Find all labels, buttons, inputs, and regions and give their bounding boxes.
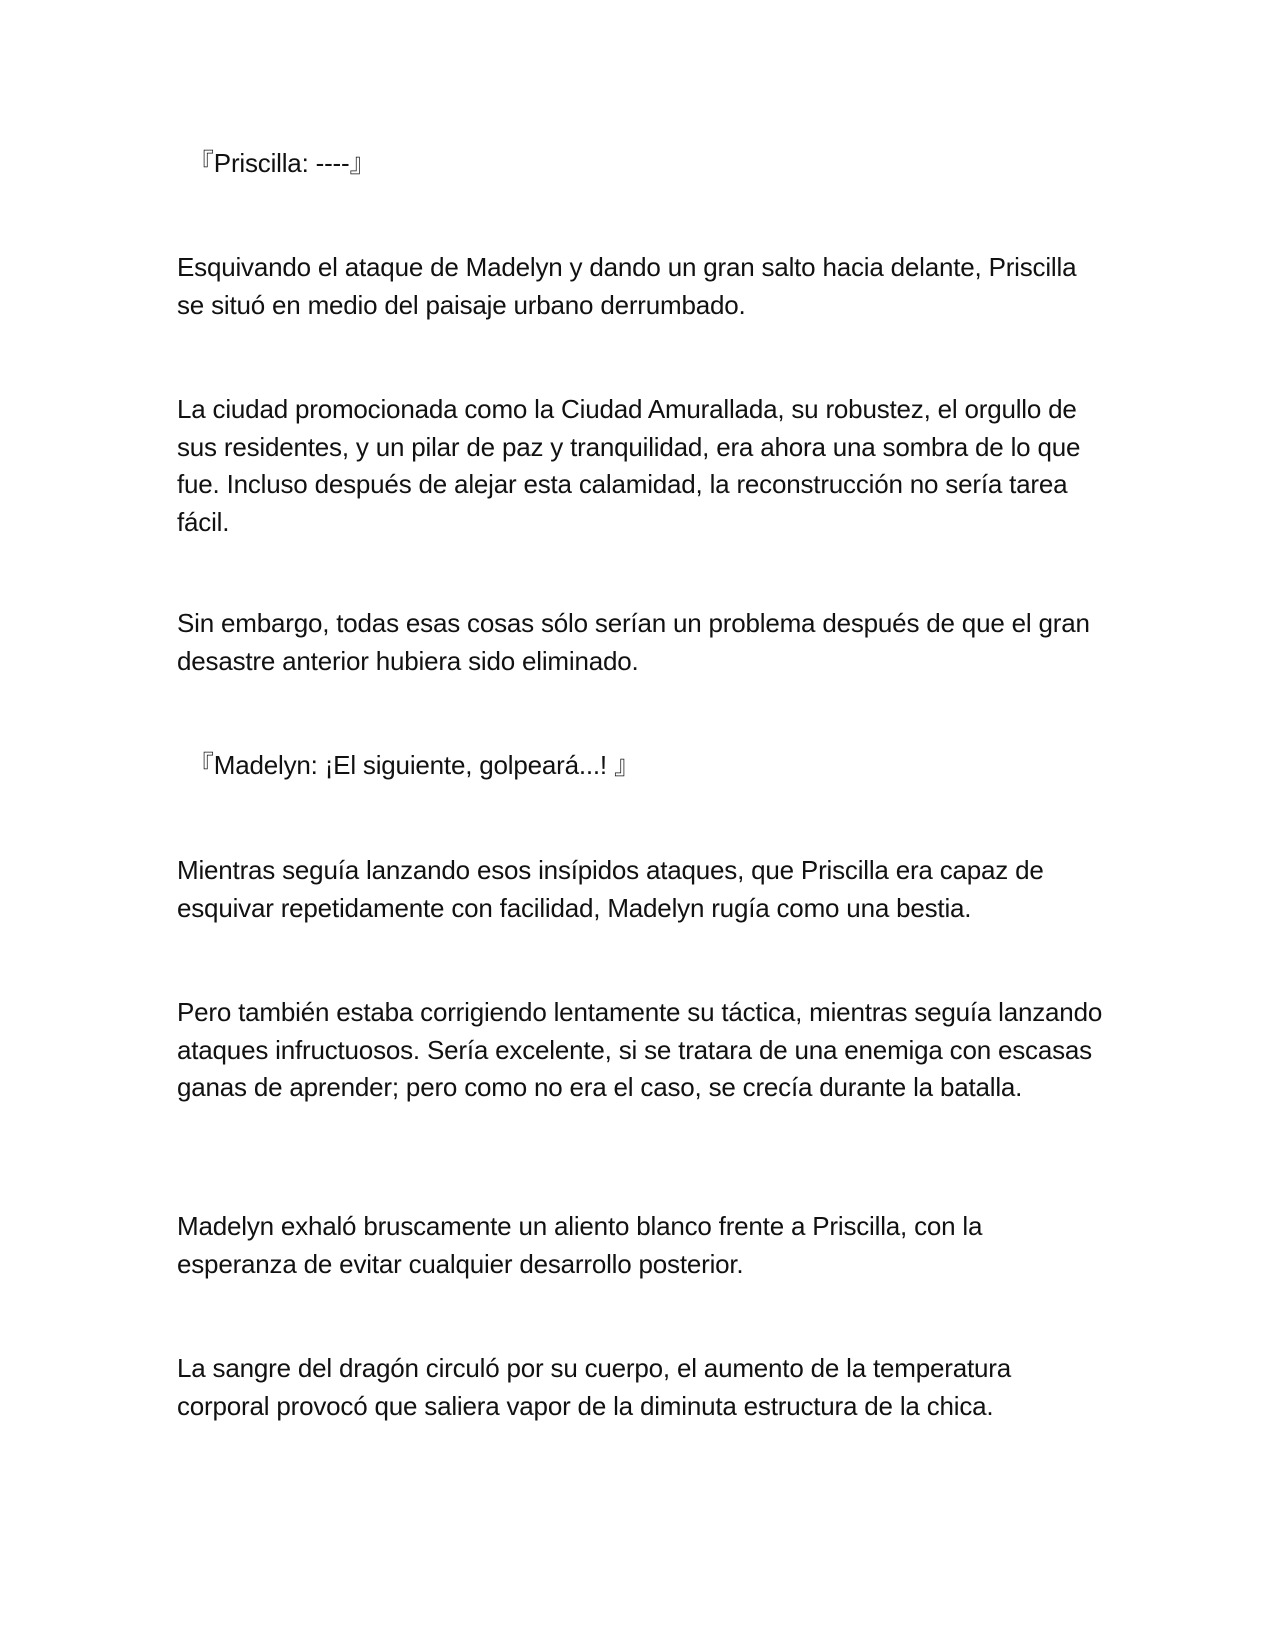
narration-paragraph: Mientras seguía lanzando esos insípidos ataques, que Priscilla era capaz de esquivar repetidamente con facilidad, Madelyn rugía como una bestia. (177, 855, 1044, 923)
dialogue-line-madelyn: 『Madelyn: ¡El siguiente, golpeará...! 』 (188, 750, 640, 780)
narration-paragraph: Esquivando el ataque de Madelyn y dando un gran salto hacia delante, Priscilla se situó en medio del paisaje urbano derrumbado. (177, 252, 1077, 320)
narration-paragraph: La sangre del dragón circuló por su cuerpo, el aumento de la temperatura corporal provocó que saliera vapor de la diminuta estructura de la chica. (177, 1353, 1012, 1421)
narration-paragraph: La ciudad promocionada como la Ciudad Amurallada, su robustez, el orgullo de sus residentes, y un pilar de paz y tranquilidad, era ahora una sombra de lo que fue. Incluso después de alejar esta calamidad, la reconstrucción no sería tarea fácil. (177, 394, 1081, 537)
narration-paragraph: Madelyn exhaló bruscamente un aliento blanco frente a Priscilla, con la esperanza de evitar cualquier desarrollo posterior. (177, 1211, 983, 1279)
narration-paragraph: Sin embargo, todas esas cosas sólo serían un problema después de que el gran desastre anterior hubiera sido eliminado. (177, 608, 1090, 676)
dialogue-line-priscilla: 『Priscilla: ----』 (188, 148, 376, 178)
narration-paragraph: Pero también estaba corrigiendo lentamente su táctica, mientras seguía lanzando ataques infructuosos. Sería excelente, si se tratara de una enemiga con escasas ganas de aprender; pero como no era el caso, se crecía durante la batalla. (177, 997, 1103, 1102)
